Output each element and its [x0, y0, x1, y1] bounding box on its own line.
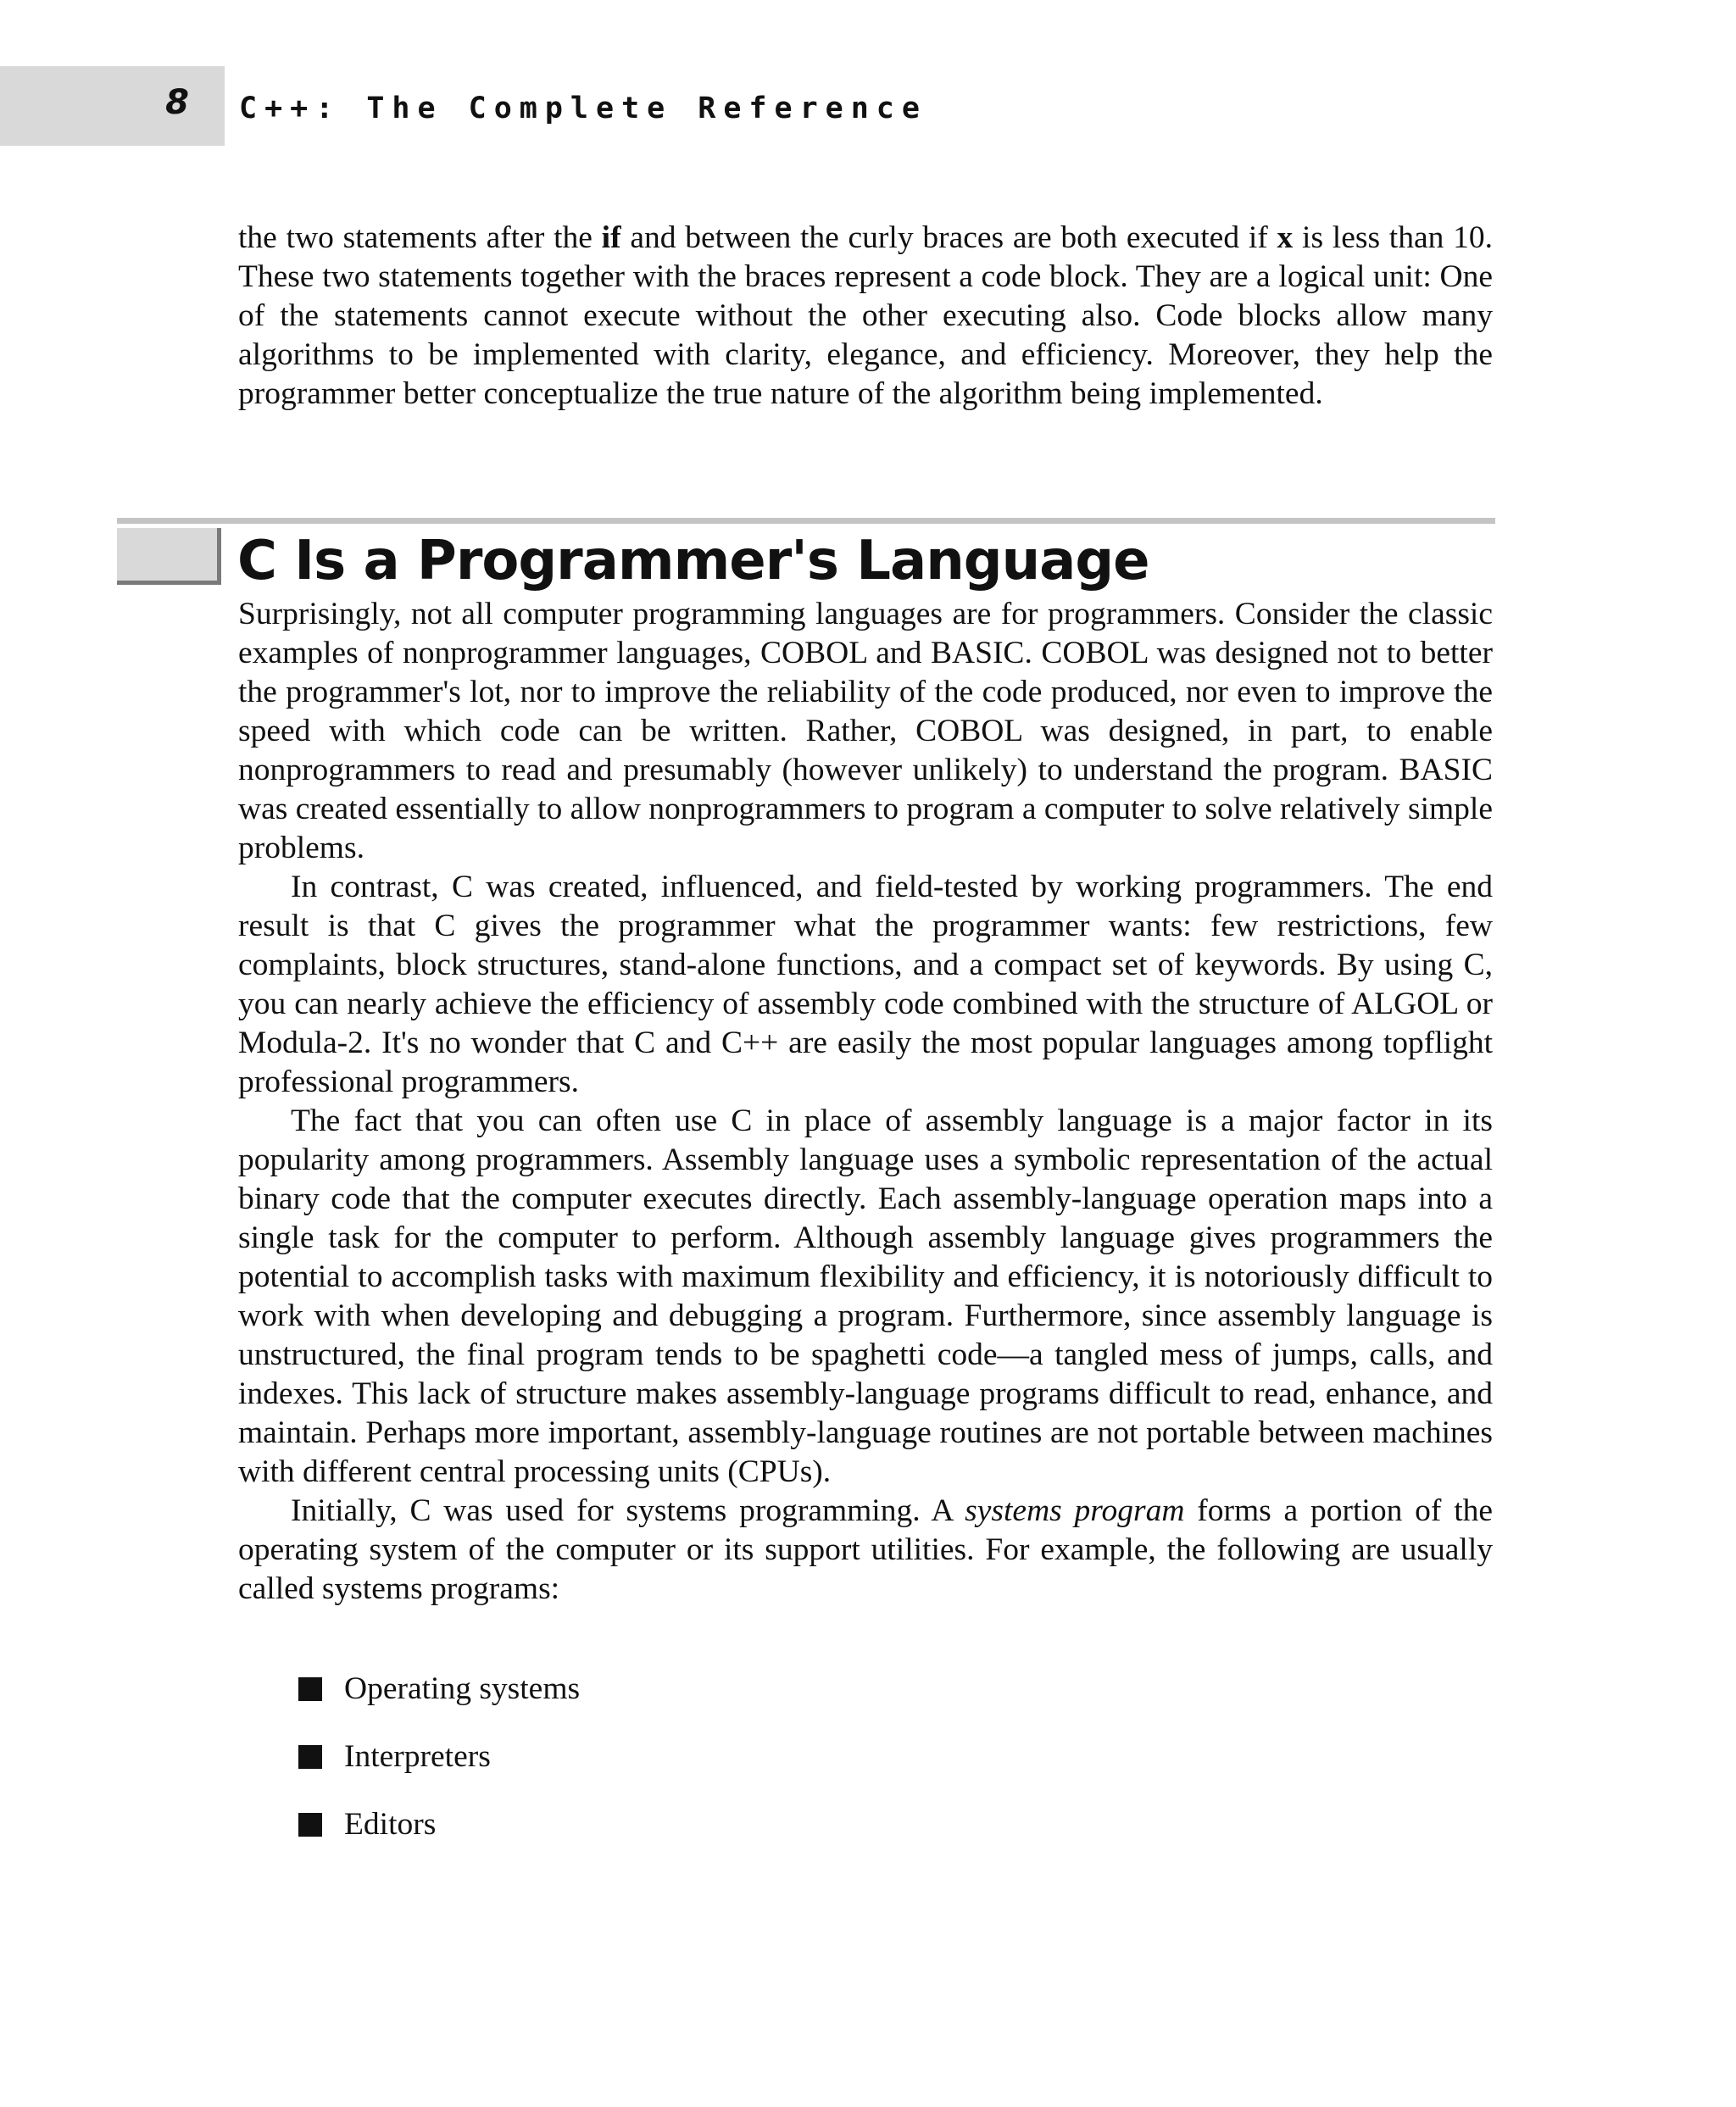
systems-programs-list: [298, 1670, 580, 1873]
list-item-label: Interpreters: [344, 1739, 491, 1774]
paragraph-4-text-2: forms a portion of the operating system of the computer or its support utilities. For example, the following are usually called systems programs:: [238, 1493, 1494, 1606]
intro-text-3: is less than 10. These two statements together with the braces represent a code block. They are a logical unit: One of the statements cannot execute without the other executing also. Code blocks allow many algorithms to be implemented with clarity, elegance, and efficiency. Moreover, they help the programmer better conceptualize the true nature of the algorithm being implemented.: [238, 220, 1494, 411]
keyword-x: x: [1277, 220, 1294, 255]
page-number-tab: [0, 66, 228, 146]
square-bullet-icon: [298, 1813, 322, 1837]
list-item-label: Editors: [344, 1807, 437, 1842]
section-body: [238, 595, 1493, 1609]
paragraph-3: The fact that you can often use C in place of assembly language is a major factor in its popularity among programmers. Assembly language uses a symbolic representation of the actual binary code that the computer executes directly. Each assembly-language operation maps into a single task for the computer to perform. Although assembly language gives programmers the potential to accomplish tasks with maximum flexibility and efficiency, it is notoriously difficult to work with when developing and debugging a program. Furthermore, since assembly language is unstructured, the final program tends to be spaghetti code—a tangled mess of jumps, calls, and indexes. This lack of structure makes assembly-language programs difficult to read, enhance, and maintain. Perhaps more important, assembly-language routines are not portable between machines with different central processing units (CPUs).: [238, 1104, 1493, 1489]
list-item: [298, 1737, 580, 1776]
paragraph-4-text-1: Initially, C was used for systems programming. A: [291, 1493, 965, 1528]
section-heading: C Is a Programmer's Language: [237, 530, 1149, 592]
running-title: C++: The Complete Reference: [239, 92, 927, 125]
list-item: [298, 1670, 580, 1709]
paragraph-2: In contrast, C was created, influenced, and field-tested by working programmers. The end result is that C gives the programmer what the programmer wants: few restrictions, few complaints, block structures, stand-alone functions, and a compact set of keywords. By using C, you can nearly achieve the efficiency of assembly code combined with the structure of ALGOL or Modula-2. It's no wonder that C and C++ are easily the most popular languages among topflight professional programmers.: [238, 870, 1493, 1099]
list-item-label: Operating systems: [344, 1671, 581, 1706]
list-item: [298, 1805, 580, 1844]
square-bullet-icon: [298, 1677, 322, 1701]
paragraph-1: Surprisingly, not all computer programming languages are for programmers. Consider the classic examples of nonprogrammer languages, COBOL and BASIC. COBOL was designed not to better the programmer's lot, nor to improve the reliability of the code produced, nor even to improve the speed with which code can be written. Rather, COBOL was designed, in part, to enable nonprogrammers to read and presumably (however unlikely) to understand the program. BASIC was created essentially to allow nonprogrammers to program a computer to solve relatively simple problems.: [238, 597, 1493, 865]
keyword-if: if: [601, 220, 621, 255]
intro-text-1: the two statements after the: [238, 220, 602, 255]
section-heading-marker: [117, 528, 221, 585]
intro-text-block: [238, 219, 1493, 414]
square-bullet-icon: [298, 1745, 322, 1769]
intro-paragraph: [238, 219, 1493, 414]
page-number: 8: [165, 83, 189, 122]
section-rule: [117, 518, 1495, 524]
term-systems-program: systems program: [965, 1493, 1185, 1528]
intro-text-2: and between the curly braces are both executed if: [620, 220, 1277, 255]
paragraph-4: [238, 1492, 1493, 1609]
